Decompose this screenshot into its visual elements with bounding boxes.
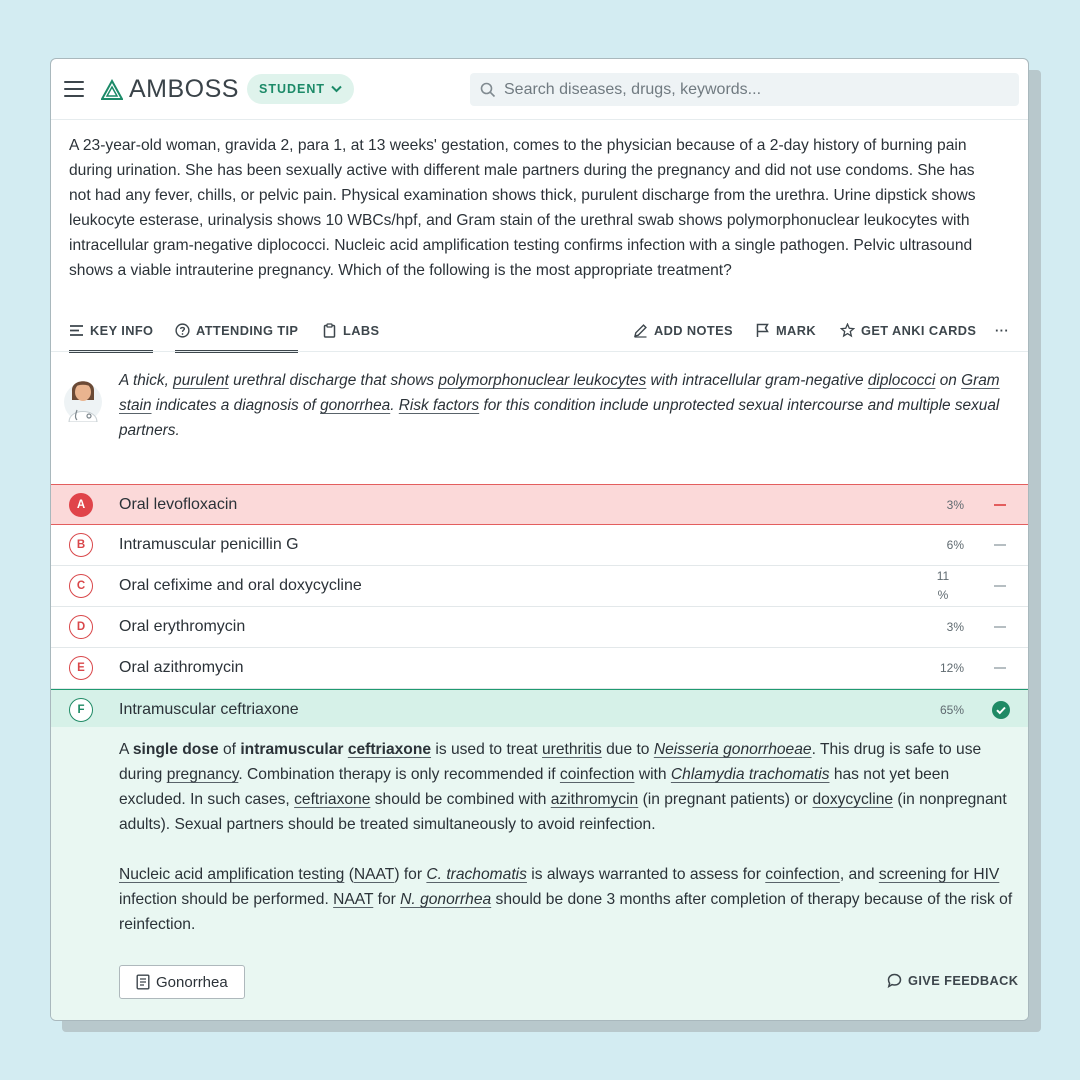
text-segment: (in nonpregnant adults). Sexual partners should be treated simultaneously to avoid reinfection. bbox=[119, 791, 1007, 833]
answer-option-f[interactable] bbox=[51, 689, 1028, 730]
tip-link[interactable]: Gram stain bbox=[119, 372, 1000, 414]
text-segment: should be combined with bbox=[370, 791, 551, 808]
linked-term[interactable]: ceftriaxone bbox=[347, 741, 432, 758]
strike-out-icon[interactable] bbox=[994, 544, 1006, 546]
chevron-down-icon bbox=[331, 85, 342, 93]
pencil-icon bbox=[633, 323, 648, 338]
topic-article-label: Gonorrhea bbox=[156, 973, 228, 991]
topic-article-button[interactable] bbox=[119, 965, 245, 999]
article-icon bbox=[136, 974, 150, 990]
question-circle-icon bbox=[175, 323, 190, 338]
text-segment: ( bbox=[344, 866, 354, 883]
explanation-feedback-label: GIVE FEEDBACK bbox=[908, 973, 1019, 988]
tab-key-info[interactable] bbox=[69, 323, 153, 338]
answer-text: Oral levofloxacin bbox=[119, 495, 238, 513]
answer-percentage: 3% bbox=[946, 620, 964, 634]
answer-options bbox=[51, 484, 1028, 730]
tip-text-segment: A thick, bbox=[119, 372, 174, 389]
strike-out-icon[interactable] bbox=[994, 585, 1006, 587]
explanation-feedback-button[interactable] bbox=[887, 973, 1018, 988]
linked-term[interactable]: urethritis bbox=[541, 741, 602, 758]
linked-term[interactable]: Chlamydia trachomatis bbox=[670, 766, 830, 783]
tab-attending-tip-label: ATTENDING TIP bbox=[196, 323, 299, 338]
linked-term[interactable]: coinfection bbox=[765, 866, 840, 883]
answer-percentage: 3% bbox=[946, 497, 964, 512]
answer-percentage: 12% bbox=[939, 661, 964, 675]
answer-letter: E bbox=[69, 656, 93, 680]
linked-term[interactable]: coinfection bbox=[559, 766, 635, 783]
linked-term[interactable]: doxycycline bbox=[812, 791, 894, 808]
answer-letter: C bbox=[69, 574, 93, 598]
question-card bbox=[50, 58, 1029, 1021]
text-segment: , and bbox=[839, 866, 879, 883]
amboss-logo-icon bbox=[101, 79, 123, 101]
answer-text: Intramuscular penicillin G bbox=[119, 536, 299, 553]
text-segment: . This drug is safe to use during bbox=[119, 741, 982, 783]
text-segment: infection should be performed. bbox=[119, 891, 334, 908]
answer-explanation bbox=[51, 727, 1028, 1021]
linked-term[interactable]: C. trachomatis bbox=[426, 866, 527, 883]
linked-term[interactable]: NAAT bbox=[353, 866, 395, 883]
text-segment: A bbox=[119, 741, 133, 758]
more-options-label: ··· bbox=[995, 323, 1009, 338]
tab-labs-label: LABS bbox=[343, 323, 380, 338]
tip-text-segment: indicates a diagnosis of bbox=[151, 397, 321, 414]
answer-letter: D bbox=[69, 615, 93, 639]
lines-icon bbox=[69, 323, 84, 338]
answer-option-a[interactable] bbox=[51, 484, 1028, 525]
tip-link[interactable]: Risk factors bbox=[398, 397, 480, 414]
linked-term[interactable]: N. gonorrhea bbox=[400, 891, 492, 908]
tip-text-segment: on bbox=[935, 372, 962, 389]
anki-label: GET ANKI CARDS bbox=[861, 323, 977, 338]
star-icon bbox=[840, 323, 855, 338]
answer-text: Oral cefixime and oral doxycycline bbox=[119, 577, 362, 594]
text-segment: for bbox=[373, 891, 401, 908]
strike-out-icon[interactable] bbox=[994, 626, 1006, 628]
answer-option-d[interactable] bbox=[51, 607, 1028, 648]
tip-link[interactable]: polymorphonuclear leukocytes bbox=[438, 372, 647, 389]
amboss-logo[interactable] bbox=[101, 75, 239, 104]
tip-link[interactable]: gonorrhea bbox=[320, 397, 391, 414]
tip-link[interactable]: purulent bbox=[173, 372, 229, 389]
answer-percentage: 11 % bbox=[936, 569, 950, 602]
add-notes-label: ADD NOTES bbox=[654, 323, 733, 338]
answer-text: Oral azithromycin bbox=[119, 659, 244, 676]
tip-text-segment: urethral discharge that shows bbox=[228, 372, 439, 389]
answer-percentage: 6% bbox=[946, 538, 964, 552]
answer-text: Intramuscular ceftriaxone bbox=[119, 700, 299, 718]
attending-tip-panel bbox=[51, 352, 1028, 484]
tip-text-segment: for this condition include unprotected sexual intercourse and multiple sexual partners. bbox=[119, 397, 1000, 439]
text-segment: has not yet been excluded. In such cases, bbox=[119, 766, 950, 808]
text-segment: with bbox=[634, 766, 671, 783]
search-input[interactable] bbox=[504, 81, 1004, 99]
text-segment: of bbox=[218, 741, 241, 758]
linked-term[interactable]: ceftriaxone bbox=[294, 791, 371, 808]
attending-tip-text bbox=[119, 368, 1009, 443]
answer-letter: F bbox=[69, 698, 93, 722]
linked-term[interactable]: NAAT bbox=[333, 891, 374, 908]
text-segment: is used to treat bbox=[431, 741, 542, 758]
mark-label: MARK bbox=[776, 323, 816, 338]
clipboard-icon bbox=[322, 323, 337, 338]
answer-letter: A bbox=[69, 493, 93, 517]
more-options-button[interactable] bbox=[995, 323, 1009, 338]
flag-icon bbox=[755, 323, 770, 338]
linked-term[interactable]: Nucleic acid amplification testing bbox=[119, 866, 345, 883]
search-icon bbox=[480, 82, 496, 98]
text-segment: should be done 3 months after completion of therapy because of the risk of reinfection. bbox=[119, 891, 1013, 933]
text-segment: is always warranted to assess for bbox=[526, 866, 766, 883]
add-notes-button[interactable] bbox=[633, 323, 733, 338]
explanation-paragraph-1 bbox=[119, 737, 1014, 837]
question-toolbar bbox=[69, 319, 1013, 351]
answer-option-c[interactable] bbox=[51, 566, 1028, 607]
linked-term[interactable]: Neisseria gonorrhoeae bbox=[653, 741, 812, 758]
answer-option-b[interactable] bbox=[51, 525, 1028, 566]
correct-check-icon bbox=[992, 701, 1010, 719]
answer-letter: B bbox=[69, 533, 93, 557]
strike-out-icon[interactable] bbox=[994, 504, 1006, 506]
text-segment: . Combination therapy is only recommended if bbox=[238, 766, 560, 783]
explanation-text bbox=[119, 737, 1014, 937]
tip-text-segment: . bbox=[390, 397, 399, 414]
tip-text-segment: with intracellular gram-negative bbox=[646, 372, 868, 389]
search-bar[interactable] bbox=[470, 73, 1019, 106]
strike-out-icon[interactable] bbox=[994, 667, 1006, 669]
linked-term[interactable]: azithromycin bbox=[550, 791, 639, 808]
speech-bubble-icon bbox=[887, 973, 902, 988]
explanation-paragraph-2 bbox=[119, 862, 1014, 937]
hamburger-menu-icon[interactable] bbox=[64, 81, 84, 97]
linked-term[interactable]: screening for HIV bbox=[878, 866, 1000, 883]
mark-button[interactable] bbox=[755, 323, 816, 338]
text-segment: ) for bbox=[394, 866, 427, 883]
bold-term: intramuscular bbox=[240, 741, 344, 758]
attending-doctor-avatar bbox=[63, 370, 103, 422]
answer-option-e[interactable] bbox=[51, 648, 1028, 689]
tab-labs[interactable] bbox=[322, 323, 379, 338]
answer-percentage: 65% bbox=[939, 702, 964, 717]
logo-text: AMBOSS bbox=[129, 75, 239, 103]
bold-term: single dose bbox=[132, 741, 219, 758]
linked-term[interactable]: pregnancy bbox=[166, 766, 239, 783]
tip-link[interactable]: diplococci bbox=[867, 372, 936, 389]
answer-text: Oral erythromycin bbox=[119, 618, 246, 635]
text-segment: (in pregnant patients) or bbox=[638, 791, 813, 808]
top-bar bbox=[51, 59, 1028, 120]
question-stem: A 23-year-old woman, gravida 2, para 1, at 13 weeks' gestation, comes to the physician because of a 2-day history of burning pain during urination. She has been sexually active with different male partners during the pregnancy and did not use condoms. She has not had any fever, chills, or pelvic pain. Physical examination shows thick, purulent discharge from the urethra. Urine dipstick shows leukocyte esterase, urinalysis shows 10 WBCs/hpf, and Gram stain of the urethral swab shows polymorphonuclear leukocytes with intracellular gram-negative diplococci. Nucleic acid amplification testing confirms infection with a single pathogen. Pelvic ultrasound shows a viable intrauterine pregnancy. Which of the following is the most appropriate treatment? bbox=[69, 137, 976, 279]
anki-cards-button[interactable] bbox=[840, 323, 976, 338]
role-label: STUDENT bbox=[259, 82, 326, 96]
tab-key-info-label: KEY INFO bbox=[90, 323, 154, 338]
student-role-dropdown[interactable] bbox=[247, 74, 354, 104]
text-segment: due to bbox=[601, 741, 654, 758]
tab-attending-tip[interactable] bbox=[175, 323, 298, 338]
